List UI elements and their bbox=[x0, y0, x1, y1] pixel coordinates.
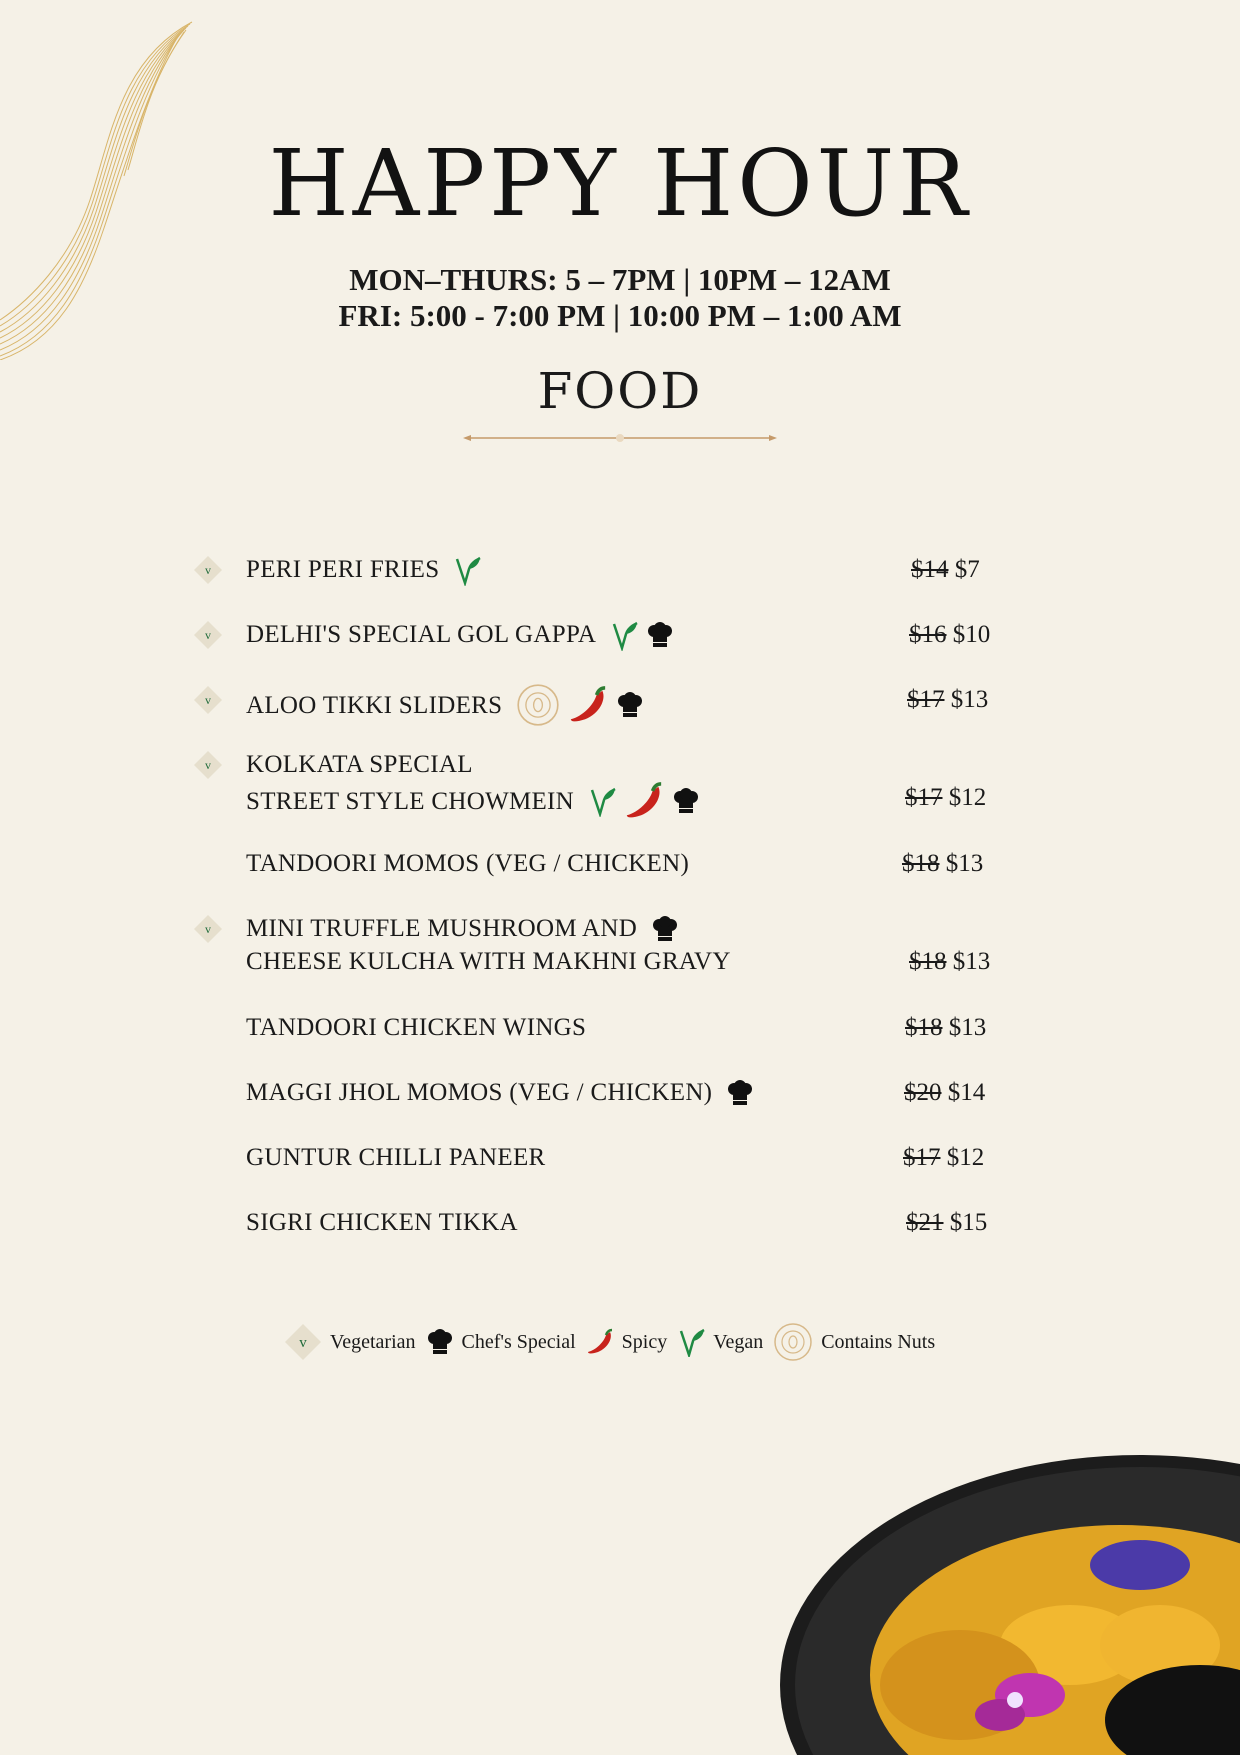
menu-item bbox=[246, 748, 1006, 821]
svg-text:v: v bbox=[205, 758, 211, 772]
chili-icon bbox=[624, 781, 664, 821]
happy-hour-price: $15 bbox=[943, 1209, 988, 1236]
menu-item-name: ALOO TIKKI SLIDERS bbox=[246, 691, 503, 719]
menu-item-price bbox=[909, 945, 990, 978]
menu-item-name: MINI TRUFFLE MUSHROOM AND bbox=[246, 915, 638, 942]
happy-hour-price: $13 bbox=[939, 850, 984, 877]
menu-item-price bbox=[902, 847, 983, 880]
legend-chefs-special-label: Chef's Special bbox=[461, 1330, 576, 1353]
chili-icon bbox=[568, 685, 608, 725]
vegan-icon bbox=[677, 1327, 705, 1357]
original-price: $17 bbox=[903, 1144, 941, 1171]
svg-text:v: v bbox=[205, 563, 211, 577]
chef-hat-icon bbox=[651, 915, 679, 943]
original-price: $21 bbox=[906, 1209, 944, 1236]
hours-block bbox=[0, 262, 1240, 334]
page-title: HAPPY HOUR bbox=[268, 130, 972, 237]
menu-item-price bbox=[906, 1206, 987, 1239]
happy-hour-price: $7 bbox=[948, 556, 980, 583]
menu-item-icons bbox=[453, 554, 481, 586]
menu-item-name: DELHI'S SPECIAL GOL GAPPA bbox=[246, 621, 597, 648]
vegetarian-icon bbox=[284, 1323, 322, 1361]
svg-text:v: v bbox=[205, 693, 211, 707]
happy-hour-price: $13 bbox=[946, 948, 991, 975]
menu-item bbox=[246, 618, 1006, 651]
vegetarian-icon bbox=[193, 750, 223, 780]
legend-vegetarian-label: Vegetarian bbox=[330, 1330, 416, 1353]
original-price: $20 bbox=[904, 1079, 942, 1106]
menu-item-name-line2: STREET STYLE CHOWMEIN bbox=[246, 787, 575, 815]
menu-item-icons bbox=[651, 915, 679, 943]
legend-vegan bbox=[677, 1327, 763, 1357]
vegetarian-icon bbox=[193, 685, 223, 715]
legend-contains-nuts-label: Contains Nuts bbox=[821, 1330, 936, 1353]
original-price: $17 bbox=[905, 784, 943, 811]
vegan-icon bbox=[588, 785, 616, 817]
menu-item-name: SIGRI CHICKEN TIKKA bbox=[246, 1209, 518, 1236]
hours-weekday: MON–THURS: 5 – 7PM | 10PM – 12AM bbox=[349, 262, 891, 297]
happy-hour-price: $12 bbox=[942, 784, 987, 811]
menu-item-name: TANDOORI CHICKEN WINGS bbox=[246, 1014, 587, 1041]
menu-item-price bbox=[911, 553, 980, 586]
happy-hour-price: $13 bbox=[942, 1014, 987, 1041]
ornamental-divider bbox=[463, 430, 777, 446]
dish-photo bbox=[740, 1455, 1240, 1755]
menu-item-name: KOLKATA SPECIAL bbox=[246, 751, 473, 778]
section-title-food: FOOD bbox=[537, 362, 703, 420]
original-price: $14 bbox=[911, 556, 949, 583]
menu-item-price bbox=[909, 618, 990, 651]
menu-item bbox=[246, 1141, 1006, 1174]
menu-item bbox=[246, 1076, 1006, 1109]
happy-hour-price: $10 bbox=[946, 621, 991, 648]
chef-hat-icon bbox=[426, 1328, 454, 1356]
menu-item-name: GUNTUR CHILLI PANEER bbox=[246, 1144, 546, 1171]
menu-item-price bbox=[904, 1076, 985, 1109]
menu-item bbox=[246, 912, 1006, 978]
original-price: $18 bbox=[909, 948, 947, 975]
chef-hat-icon bbox=[616, 691, 644, 719]
chef-hat-icon bbox=[672, 787, 700, 815]
legend-vegan-label: Vegan bbox=[713, 1330, 764, 1353]
vegetarian-icon bbox=[193, 555, 223, 585]
menu-item bbox=[246, 1206, 1006, 1239]
happy-hour-price: $13 bbox=[944, 686, 989, 713]
menu-item-icons bbox=[726, 1079, 754, 1107]
contains-nuts-icon bbox=[516, 683, 560, 727]
menu-item-price bbox=[905, 1011, 986, 1044]
legend-spicy bbox=[586, 1328, 668, 1356]
happy-hour-price: $12 bbox=[940, 1144, 985, 1171]
menu-item-icons bbox=[588, 781, 700, 821]
chef-hat-icon bbox=[646, 621, 674, 649]
contains-nuts-icon bbox=[773, 1322, 813, 1362]
legend bbox=[284, 1322, 945, 1362]
menu-item-name: MAGGI JHOL MOMOS (VEG / CHICKEN) bbox=[246, 1079, 713, 1106]
vegetarian-icon bbox=[193, 914, 223, 944]
hours-friday: FRI: 5:00 - 7:00 PM | 10:00 PM – 1:00 AM bbox=[338, 298, 902, 333]
legend-spicy-label: Spicy bbox=[621, 1330, 668, 1353]
legend-chefs-special bbox=[426, 1328, 576, 1356]
happy-hour-price: $14 bbox=[941, 1079, 986, 1106]
vegetarian-icon bbox=[193, 620, 223, 650]
chili-icon bbox=[586, 1328, 614, 1356]
legend-vegetarian bbox=[284, 1323, 416, 1361]
original-price: $17 bbox=[907, 686, 945, 713]
vegan-icon bbox=[453, 554, 481, 586]
vegan-icon bbox=[610, 619, 638, 651]
menu-item-name: PERI PERI FRIES bbox=[246, 556, 440, 583]
menu-item-icons bbox=[516, 683, 644, 727]
svg-text:v: v bbox=[205, 628, 211, 642]
original-price: $18 bbox=[905, 1014, 943, 1041]
original-price: $18 bbox=[902, 850, 940, 877]
original-price: $16 bbox=[909, 621, 947, 648]
menu-item bbox=[246, 847, 1006, 880]
svg-text:v: v bbox=[205, 922, 211, 936]
menu-item bbox=[246, 1011, 1006, 1044]
menu-item-name-line2: CHEESE KULCHA WITH MAKHNI GRAVY bbox=[246, 948, 731, 975]
menu-item-price bbox=[903, 1141, 984, 1174]
chef-hat-icon bbox=[726, 1079, 754, 1107]
menu-item-name: TANDOORI MOMOS (VEG / CHICKEN) bbox=[246, 850, 690, 877]
menu-item bbox=[246, 683, 1006, 727]
veg-mark-letter: v bbox=[299, 1335, 307, 1351]
menu-item-price bbox=[905, 781, 986, 814]
menu-item-price bbox=[907, 683, 988, 716]
legend-contains-nuts bbox=[773, 1322, 935, 1362]
menu-item bbox=[246, 553, 1006, 586]
menu-item-icons bbox=[610, 619, 674, 651]
